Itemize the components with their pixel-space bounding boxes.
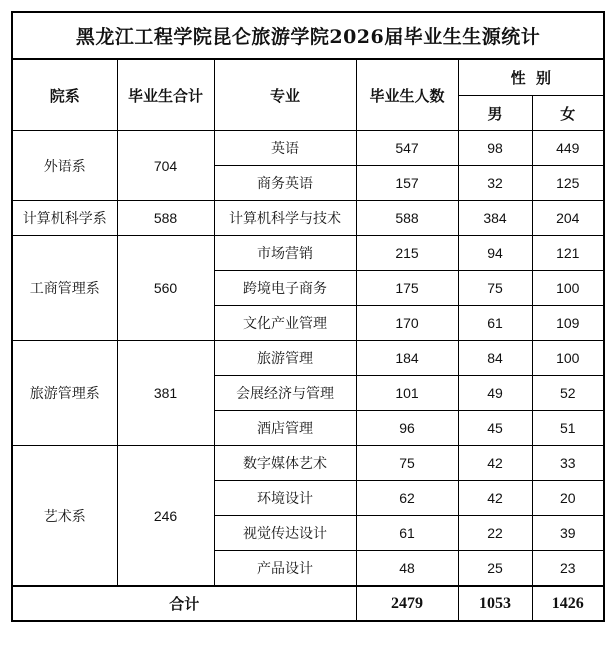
major-grads-cell: 157 — [356, 166, 458, 201]
major-name-cell: 计算机科学与技术 — [214, 201, 356, 236]
major-male-cell: 98 — [458, 131, 532, 166]
dept-total-cell: 704 — [117, 131, 214, 201]
dept-name-cell: 旅游管理系 — [12, 341, 117, 446]
major-grads-cell: 215 — [356, 236, 458, 271]
dept-total-cell: 381 — [117, 341, 214, 446]
major-grads-cell: 48 — [356, 551, 458, 587]
dept-name-cell: 工商管理系 — [12, 236, 117, 341]
major-name-cell: 环境设计 — [214, 481, 356, 516]
graduate-statistics-table — [11, 11, 605, 622]
major-grads-cell: 62 — [356, 481, 458, 516]
dept-total-cell: 588 — [117, 201, 214, 236]
major-grads-cell: 75 — [356, 446, 458, 481]
dept-name-cell: 艺术系 — [12, 446, 117, 587]
header-dept-total: 毕业生合计 — [117, 59, 214, 131]
major-male-cell: 61 — [458, 306, 532, 341]
major-female-cell: 100 — [532, 271, 604, 306]
major-grads-cell: 96 — [356, 411, 458, 446]
table-row — [12, 201, 604, 236]
dept-total-cell: 560 — [117, 236, 214, 341]
header-female: 女 — [532, 96, 604, 131]
major-female-cell: 20 — [532, 481, 604, 516]
total-label: 合计 — [12, 586, 356, 621]
table-title: 黑龙江工程学院昆仑旅游学院2026届毕业生生源统计 — [12, 12, 604, 59]
total-grads: 2479 — [356, 586, 458, 621]
major-female-cell: 449 — [532, 131, 604, 166]
table-row — [12, 236, 604, 271]
major-grads-cell: 101 — [356, 376, 458, 411]
major-name-cell: 市场营销 — [214, 236, 356, 271]
header-dept: 院系 — [12, 59, 117, 131]
major-female-cell: 204 — [532, 201, 604, 236]
major-name-cell: 酒店管理 — [214, 411, 356, 446]
major-name-cell: 跨境电子商务 — [214, 271, 356, 306]
major-grads-cell: 170 — [356, 306, 458, 341]
major-name-cell: 旅游管理 — [214, 341, 356, 376]
major-male-cell: 84 — [458, 341, 532, 376]
major-name-cell: 视觉传达设计 — [214, 516, 356, 551]
major-male-cell: 94 — [458, 236, 532, 271]
major-male-cell: 49 — [458, 376, 532, 411]
header-grads: 毕业生人数 — [356, 59, 458, 131]
major-male-cell: 384 — [458, 201, 532, 236]
major-female-cell: 109 — [532, 306, 604, 341]
header-gender: 性 别 — [458, 59, 604, 96]
major-name-cell: 数字媒体艺术 — [214, 446, 356, 481]
major-male-cell: 75 — [458, 271, 532, 306]
dept-total-cell: 246 — [117, 446, 214, 587]
table-row — [12, 131, 604, 166]
major-female-cell: 33 — [532, 446, 604, 481]
major-name-cell: 产品设计 — [214, 551, 356, 587]
major-name-cell: 会展经济与管理 — [214, 376, 356, 411]
header-male: 男 — [458, 96, 532, 131]
major-female-cell: 51 — [532, 411, 604, 446]
table-row — [12, 341, 604, 376]
major-female-cell: 100 — [532, 341, 604, 376]
major-grads-cell: 175 — [356, 271, 458, 306]
major-male-cell: 42 — [458, 446, 532, 481]
major-female-cell: 125 — [532, 166, 604, 201]
major-female-cell: 39 — [532, 516, 604, 551]
major-grads-cell: 184 — [356, 341, 458, 376]
major-female-cell: 121 — [532, 236, 604, 271]
major-male-cell: 22 — [458, 516, 532, 551]
major-grads-cell: 61 — [356, 516, 458, 551]
major-grads-cell: 588 — [356, 201, 458, 236]
major-grads-cell: 547 — [356, 131, 458, 166]
major-male-cell: 42 — [458, 481, 532, 516]
table-row — [12, 446, 604, 481]
major-name-cell: 商务英语 — [214, 166, 356, 201]
total-female: 1426 — [532, 586, 604, 621]
major-female-cell: 52 — [532, 376, 604, 411]
dept-name-cell: 计算机科学系 — [12, 201, 117, 236]
major-name-cell: 英语 — [214, 131, 356, 166]
major-male-cell: 32 — [458, 166, 532, 201]
major-male-cell: 25 — [458, 551, 532, 587]
total-row — [12, 586, 604, 621]
major-male-cell: 45 — [458, 411, 532, 446]
dept-name-cell: 外语系 — [12, 131, 117, 201]
major-name-cell: 文化产业管理 — [214, 306, 356, 341]
total-male: 1053 — [458, 586, 532, 621]
major-female-cell: 23 — [532, 551, 604, 587]
header-major: 专业 — [214, 59, 356, 131]
